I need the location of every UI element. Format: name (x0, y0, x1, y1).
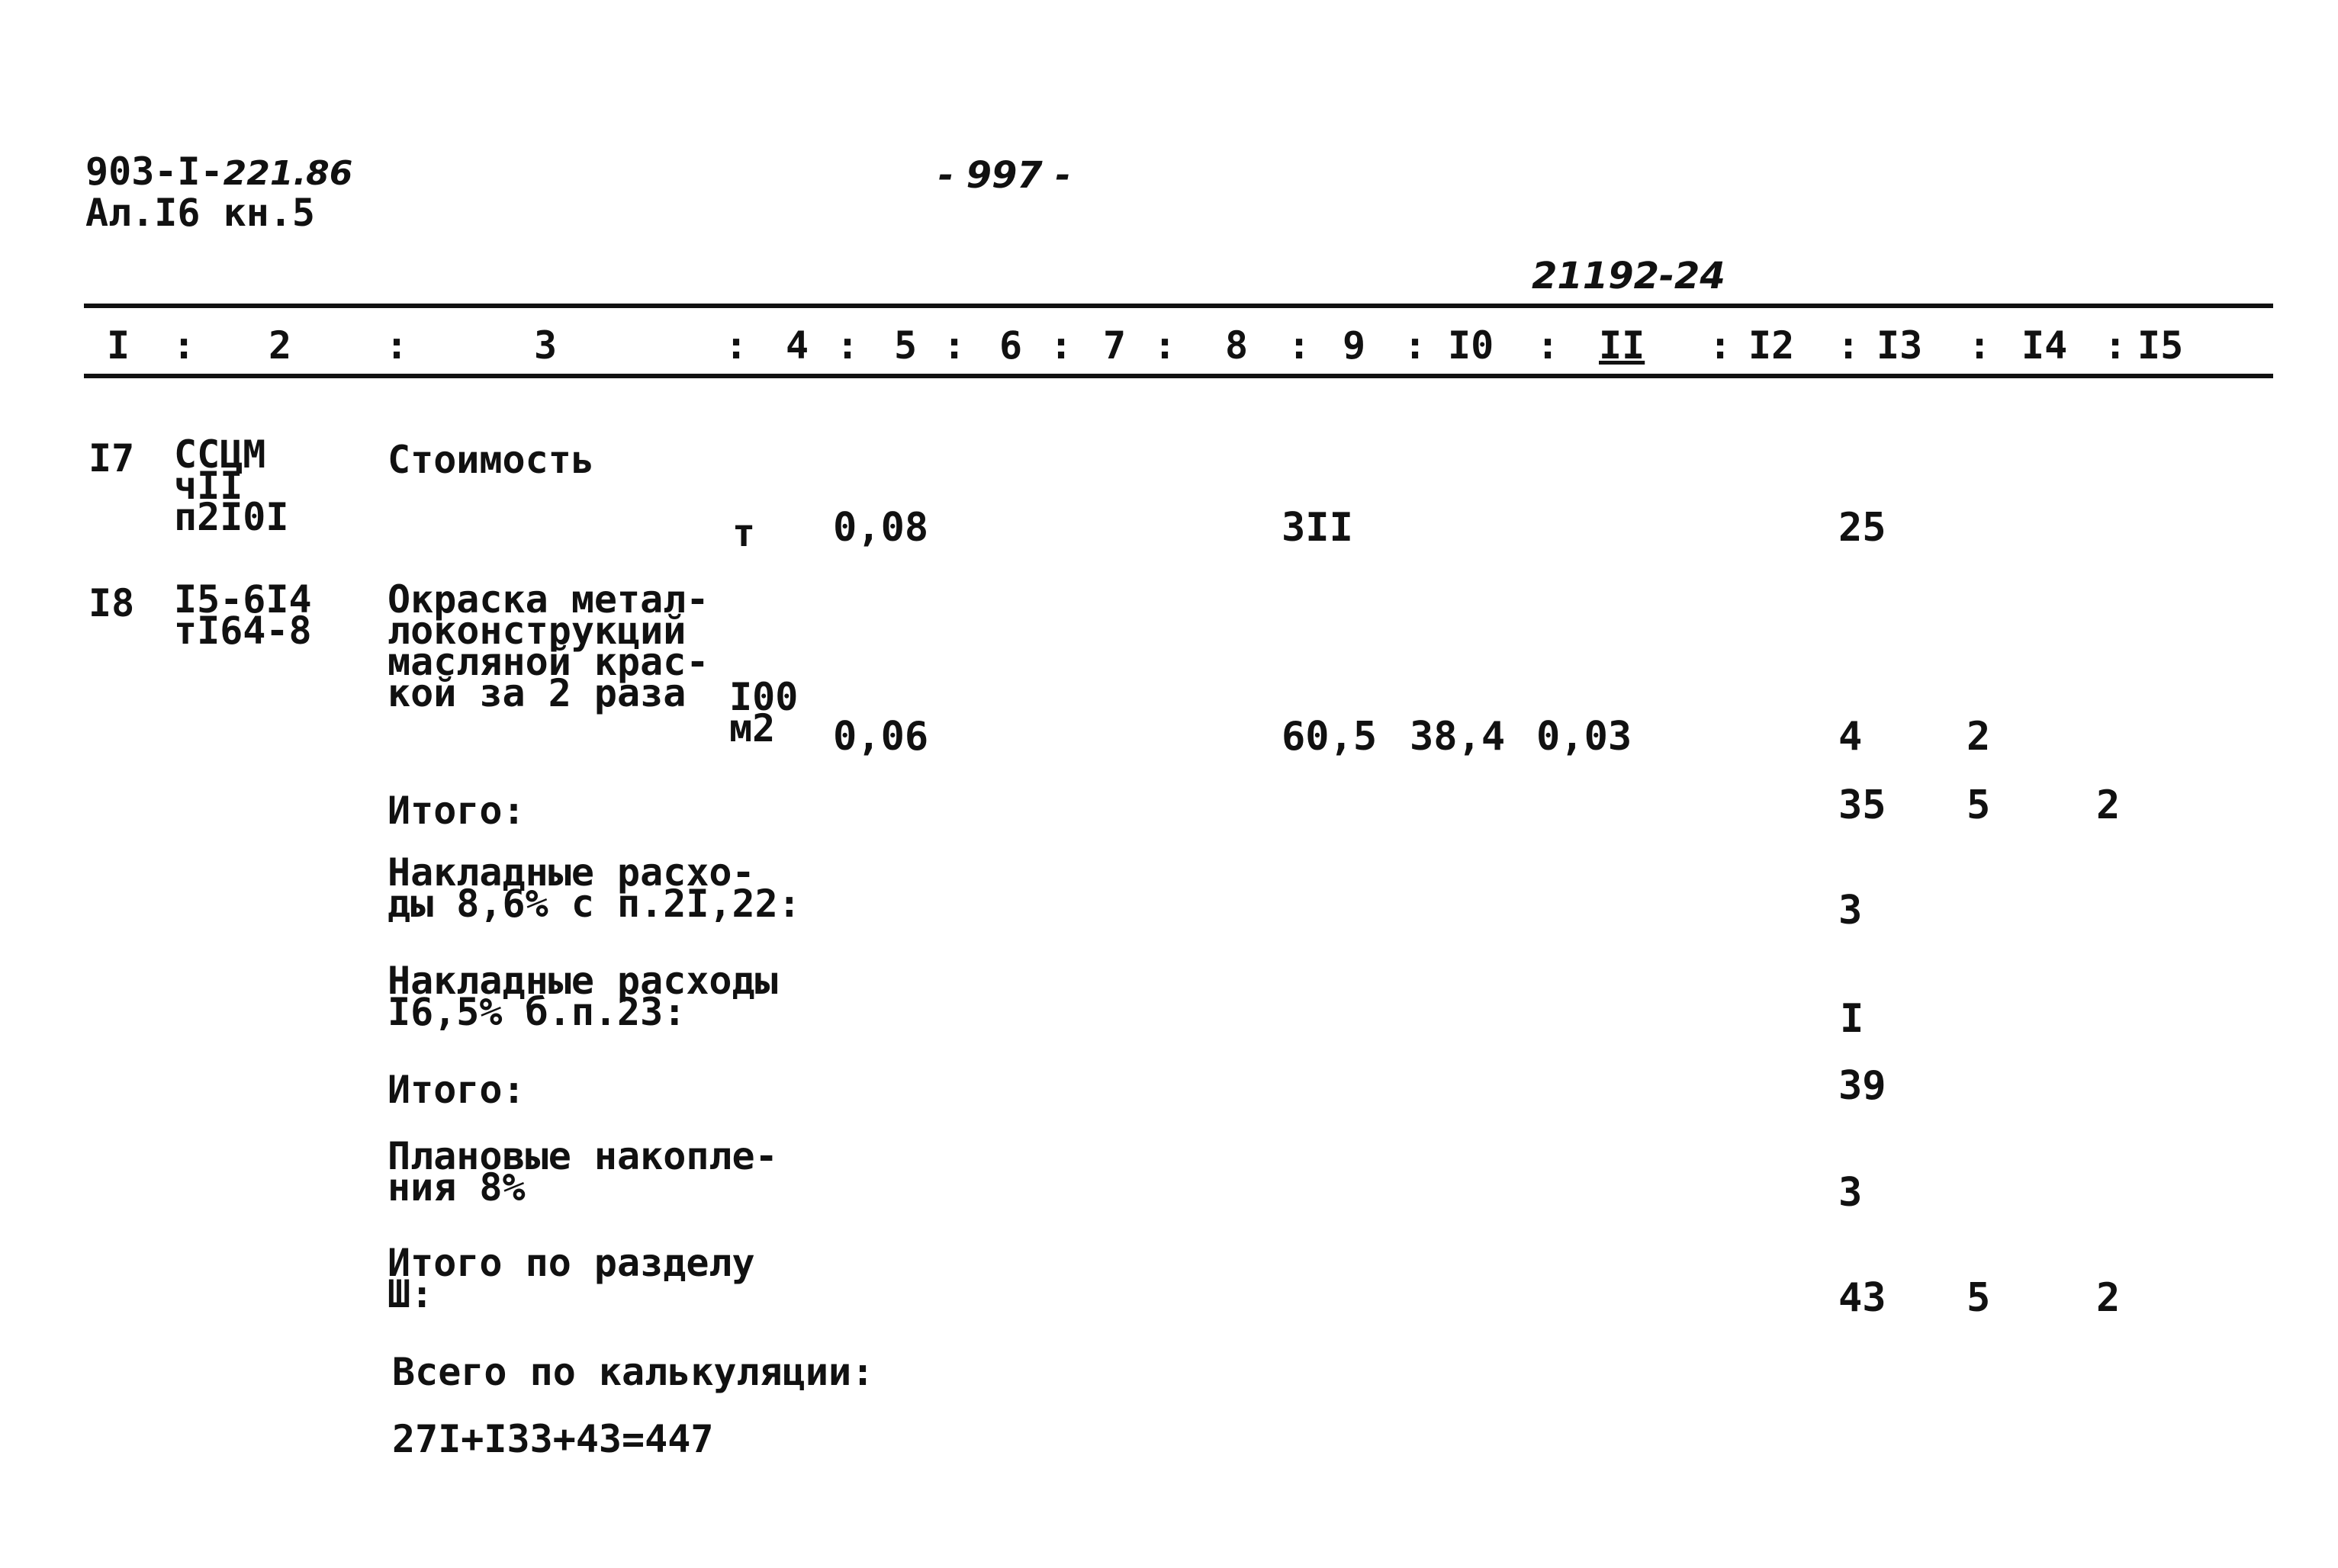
column-separator: : (1153, 323, 1177, 368)
summary-col13: 3 (1838, 1170, 1863, 1216)
album-reference: Ал.I6 кн.5 (85, 191, 316, 235)
column-header-4: 4 (786, 323, 809, 368)
column-header-10: I0 (1448, 323, 1494, 368)
column-header-15: I5 (2137, 323, 2184, 368)
column-header-11: II (1599, 323, 1645, 368)
calculation-total-label: Всего по калькуляции: (392, 1350, 875, 1394)
column-separator: : (385, 323, 409, 368)
summary-label: Итого: (388, 789, 526, 833)
row-number: I7 (88, 436, 135, 480)
summary-label: Итого: (388, 1068, 526, 1112)
row-unit: I00 м2 (729, 675, 799, 750)
summary-col15: 2 (2096, 782, 2121, 828)
column-separator: : (2104, 323, 2127, 368)
row-number: I8 (88, 581, 135, 625)
column-separator: : (725, 323, 748, 368)
column-header-8: 8 (1225, 323, 1249, 368)
summary-col14: 5 (1967, 1275, 1991, 1321)
column-header-5: 5 (894, 323, 918, 368)
summary-col13: 39 (1838, 1063, 1886, 1109)
summary-label: Итого по разделу Ш: (388, 1241, 755, 1316)
document-code-printed: 903-I- (85, 149, 224, 194)
summary-col13: 43 (1838, 1275, 1886, 1321)
row-col9: 38,4 (1410, 714, 1506, 760)
summary-col13: 3 (1838, 888, 1863, 933)
table-top-rule (84, 304, 2273, 308)
column-header-12: I2 (1748, 323, 1795, 368)
row-unit: т (732, 511, 756, 555)
calculation-total-formula: 27I+I33+43=447 (392, 1417, 714, 1461)
row-code: I5-6I4 тI64-8 (174, 577, 312, 653)
column-header-1: I (107, 323, 130, 368)
document-code-handwritten: 221.86 (223, 154, 353, 193)
row-name: Окраска метал- локонструкций масляной крас- кой за 2 раза (388, 577, 709, 715)
document-code (85, 149, 353, 194)
row-quantity: 0,06 (833, 714, 929, 760)
page-number: - 997 - (938, 154, 1071, 197)
column-separator: : (943, 323, 966, 368)
column-separator: : (1536, 323, 1560, 368)
table-header-bottom-rule (84, 374, 2273, 378)
row-col8: 3II (1282, 505, 1353, 551)
summary-label: Накладные расходы I6,5% б.п.23: (388, 959, 778, 1034)
summary-col13: I (1840, 996, 1864, 1042)
column-header-7: 7 (1103, 323, 1127, 368)
column-header-3: 3 (534, 323, 558, 368)
row-col8: 60,5 (1282, 714, 1378, 760)
summary-label: Плановые накопле- ния 8% (388, 1134, 778, 1210)
row-code: ССЦМ чII п2I0I (174, 432, 289, 539)
sheet-code: 21192-24 (1532, 255, 1725, 297)
column-separator: : (1968, 323, 1992, 368)
column-separator: : (1404, 323, 1427, 368)
summary-col13: 35 (1838, 782, 1886, 828)
column-header-2: 2 (269, 323, 292, 368)
column-separator: : (1709, 323, 1732, 368)
column-header-6: 6 (999, 323, 1023, 368)
column-header-9: 9 (1343, 323, 1366, 368)
row-quantity: 0,08 (833, 505, 929, 551)
column-separator: : (1837, 323, 1860, 368)
summary-col14: 5 (1967, 782, 1991, 828)
row-col10: 0,03 (1536, 714, 1632, 760)
row-col13: 25 (1838, 505, 1886, 551)
column-separator: : (1288, 323, 1311, 368)
column-separator: : (836, 323, 860, 368)
summary-col15: 2 (2096, 1275, 2121, 1321)
column-separator: : (1050, 323, 1073, 368)
column-header-14: I4 (2021, 323, 2068, 368)
row-col14: 2 (1967, 714, 1991, 760)
column-separator: : (172, 323, 196, 368)
summary-label: Накладные расхо- ды 8,6% с п.2I,22: (388, 850, 801, 926)
row-name: Стоимость (388, 438, 594, 482)
column-header-13: I3 (1877, 323, 1923, 368)
row-col13: 4 (1838, 714, 1863, 760)
